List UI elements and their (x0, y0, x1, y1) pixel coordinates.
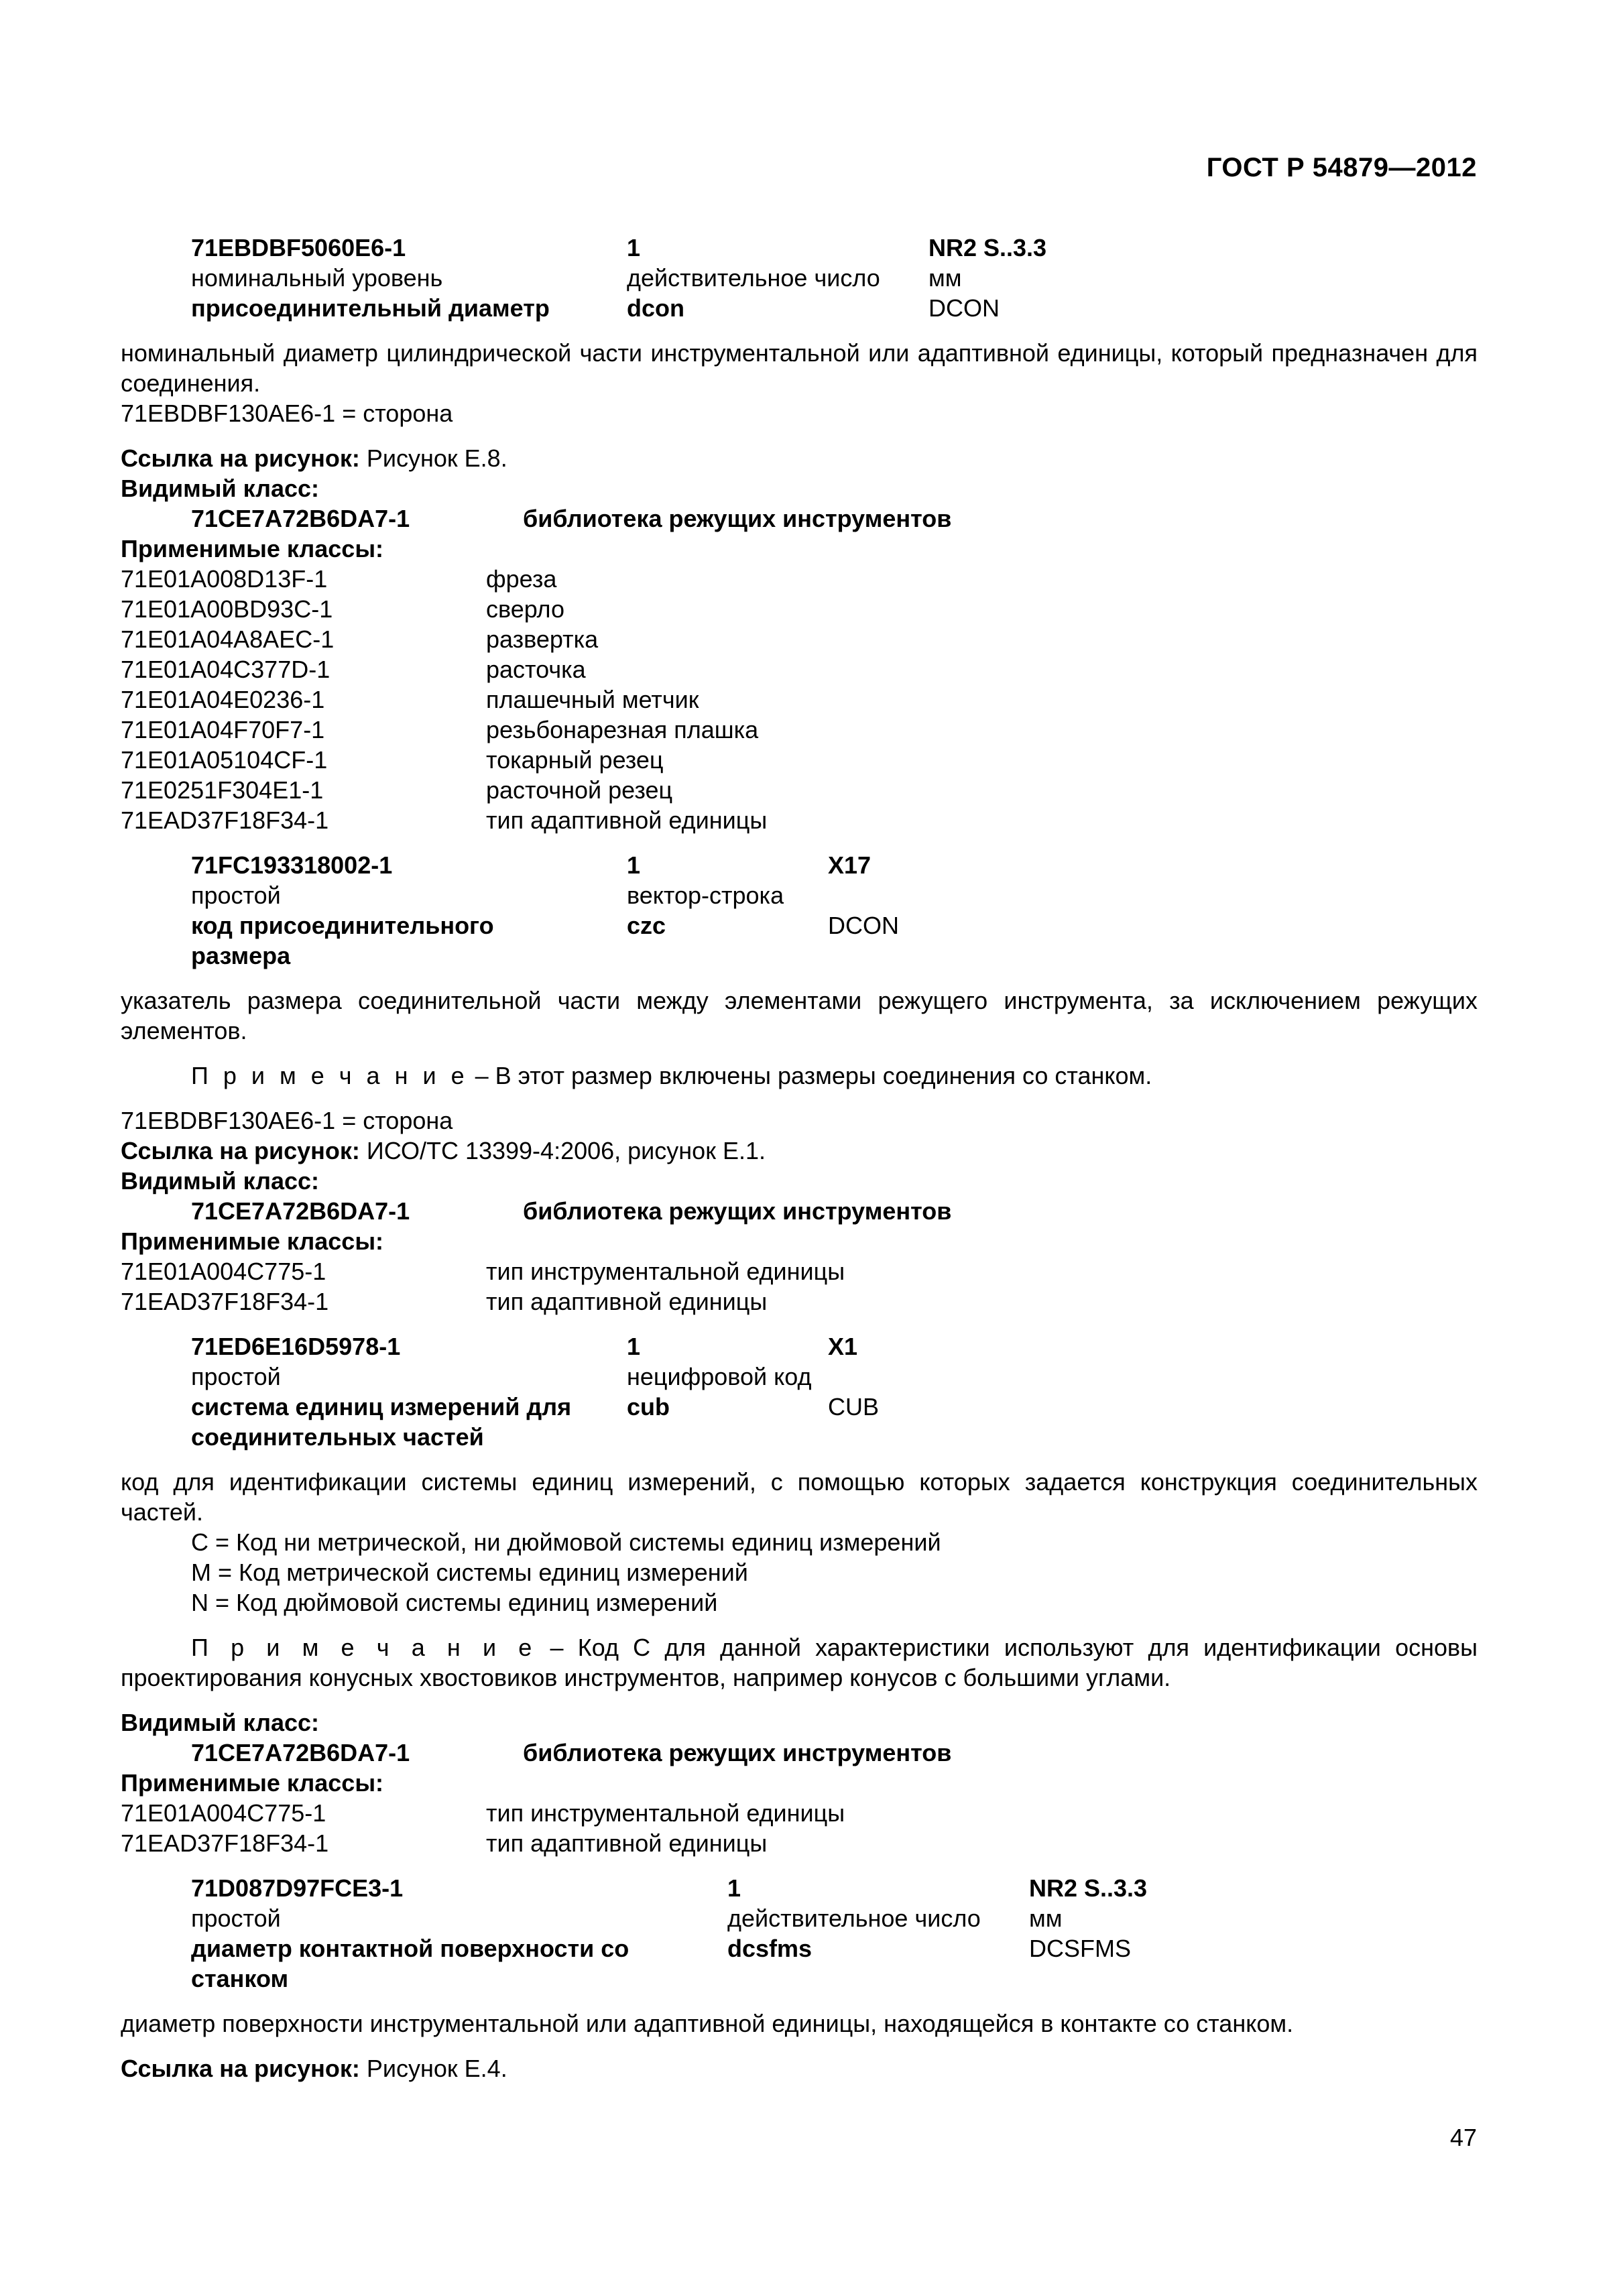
property-id: 71EBDBF5060E6-1 (191, 234, 406, 261)
figure-reference: Ссылка на рисунок: ИСО/ТС 13399-4:2006, рисунок Е.1. (121, 1137, 766, 1164)
applicable-classes-list: 71E01A008D13F-1 фреза 71E01A00BD93C-1 сверло 71E01A04A8AEC-1 развертка 71E01A04C377D-1 расточка 71E01A04E0236-1 плашечный метчик 71E01A04F70F7-1 резьбонарезная плашка 71E01A05104CF-1 токарный резец 71E0251F304E1-1 расточной резец 71EAD37F18F34-1 тип адаптивной единицы (121, 565, 768, 834)
property-note: П р и м е ч а н и е – В этот размер включены размеры соединения со станком. (191, 1062, 1152, 1089)
property-description: номинальный диаметр цилиндрической части инструментальной или адаптивной единицы, который предназначен для соединения. (121, 339, 1478, 397)
visible-class-row: 71CE7A72B6DA7-1 библиотека режущих инструментов (191, 1197, 952, 1225)
value-list: С = Код ни метрической, ни дюймовой системы единиц измерений М = Код метрической системы единиц измерений N = Код дюймовой системы единиц измерений (191, 1528, 941, 1616)
property-header-3: 71ED6E16D5978-1 1 X1 простой нецифровой код система единиц измерений для соединительных частей cub CUB (191, 1333, 880, 1451)
property-condition: 71EBDBF130AE6-1 = сторона (121, 1107, 453, 1134)
visible-class-label: Видимый класс: (121, 1167, 319, 1195)
visible-class-row: 71CE7A72B6DA7-1 библиотека режущих инструментов (191, 505, 952, 532)
property-symbol: dcon (627, 294, 684, 322)
figure-reference: Ссылка на рисунок: Рисунок Е.4. (121, 2055, 507, 2082)
property-header-2: 71FC193318002-1 1 X17 простой вектор-строка код присоединительного размера czc DCON (191, 851, 899, 969)
property-level: номинальный уровень (191, 264, 443, 292)
property-note: П р и м е ч а н и е – Код С для данной характеристики используют для идентификации основы проектирования конусных хвостовиков инструментов, например конусов с большими углами. (121, 1634, 1478, 1691)
visible-class-label: Видимый класс: (121, 1709, 319, 1736)
figure-reference: Ссылка на рисунок: Рисунок Е.8. (121, 444, 507, 472)
page-number: 47 (1449, 2124, 1477, 2151)
visible-class-label: Видимый класс: (121, 475, 319, 502)
property-description: указатель размера соединительной части между элементами режущего инструмента, за исключением режущих элементов. (121, 987, 1478, 1044)
visible-class-row: 71CE7A72B6DA7-1 библиотека режущих инструментов (191, 1739, 952, 1766)
property-unit: мм (928, 264, 962, 292)
property-condition: 71EBDBF130AE6-1 = сторона (121, 400, 453, 427)
applicable-classes-label: Применимые классы: (121, 1227, 384, 1255)
property-format: NR2 S..3.3 (928, 234, 1047, 261)
property-header-1 (191, 233, 1478, 323)
applicable-classes-list: 71E01A004C775-1 тип инструментальной единицы 71EAD37F18F34-1 тип адаптивной единицы (121, 1258, 845, 1315)
applicable-classes-label: Применимые классы: (121, 535, 384, 562)
property-description: диаметр поверхности инструментальной или адаптивной единицы, находящейся в контакте со станком. (121, 2010, 1294, 2037)
property-code: DCON (928, 294, 1000, 322)
applicable-classes-list: 71E01A004C775-1 тип инструментальной единицы 71EAD37F18F34-1 тип адаптивной единицы (121, 1799, 845, 1857)
applicable-classes-label: Применимые классы: (121, 1769, 384, 1797)
property-name: присоединительный диаметр (191, 294, 550, 322)
property-description: код для идентификации системы единиц измерений, с помощью которых задается конструкция соединительных частей. (121, 1468, 1478, 1526)
property-header-4: 71D087D97FCE3-1 1 NR2 S..3.3 простой действительное число мм диаметр контактной поверхности со станком dcsfms DCSFMS (191, 1874, 1148, 1992)
document-body (121, 233, 1478, 2083)
document-header: ГОСТ Р 54879—2012 (1206, 153, 1477, 182)
property-version: 1 (627, 234, 641, 261)
property-type: действительное число (627, 264, 880, 292)
